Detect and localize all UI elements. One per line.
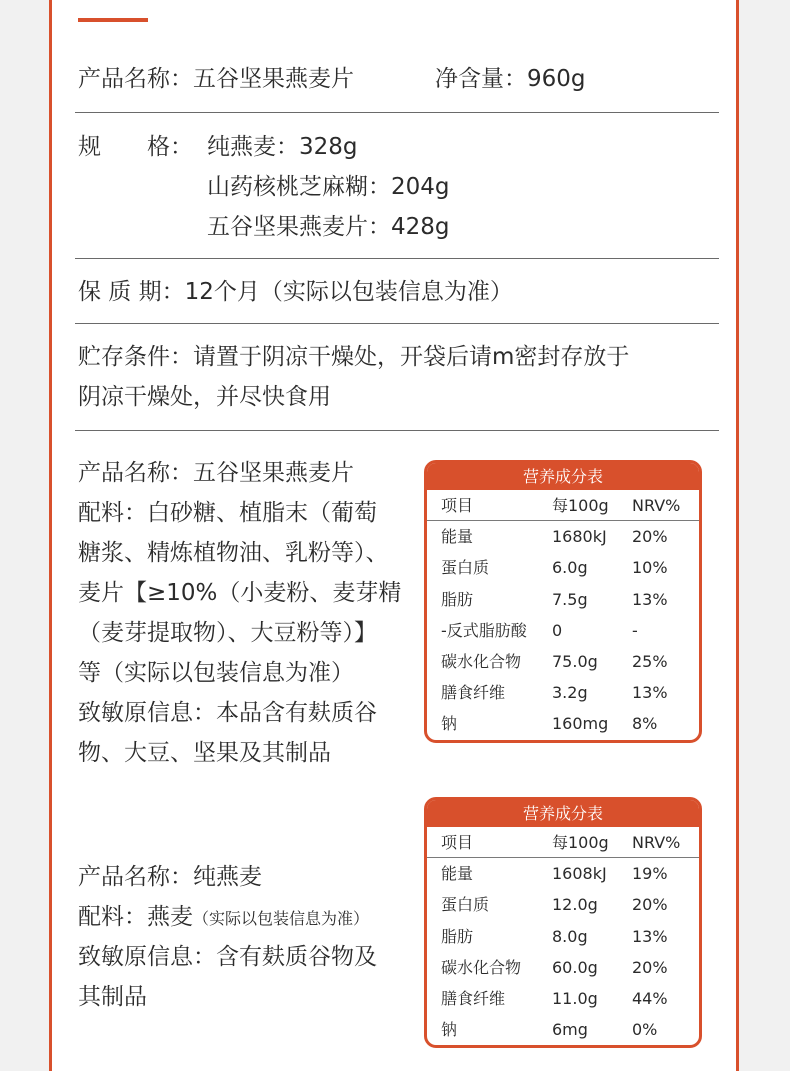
nutrition-table-header bbox=[427, 827, 699, 858]
divider bbox=[75, 112, 719, 113]
nutrient-name: 脂肪 bbox=[441, 926, 474, 946]
table-row bbox=[427, 952, 699, 983]
product1-line: 麦片【≥10%（小麦粉、麦芽精 bbox=[78, 580, 402, 606]
table-row bbox=[427, 1014, 699, 1045]
product1-line: 物、大豆、坚果及其制品 bbox=[78, 740, 331, 766]
nutrient-value: 11.0g bbox=[552, 988, 598, 1008]
product1-line: 配料：白砂糖、植脂末（葡萄 bbox=[78, 500, 377, 526]
nutrient-nrv: 20% bbox=[632, 527, 668, 547]
nutrient-value: 12.0g bbox=[552, 895, 598, 915]
nutrition-table-title: 营养成分表 bbox=[427, 463, 699, 490]
nutrient-name: 脂肪 bbox=[441, 589, 474, 609]
nutrition-table-header bbox=[427, 490, 699, 521]
table-row bbox=[427, 708, 699, 739]
nutrient-name: 能量 bbox=[441, 527, 474, 547]
nutrient-nrv: 44% bbox=[632, 988, 668, 1008]
product1-line: 等（实际以包装信息为准） bbox=[78, 660, 354, 686]
product2-allergen-line: 其制品 bbox=[78, 984, 147, 1010]
ingredients-label: 配料：燕麦 bbox=[78, 904, 193, 930]
nutrient-name: 碳水化合物 bbox=[441, 651, 522, 671]
net-content-line: 净含量：960g bbox=[435, 66, 586, 92]
table-row bbox=[427, 983, 699, 1014]
product-info-page bbox=[49, 0, 739, 1071]
storage-line: 阴凉干燥处，并尽快食用 bbox=[78, 384, 331, 410]
nutrient-value: 0 bbox=[552, 620, 563, 640]
product2-name-line: 产品名称：纯燕麦 bbox=[78, 864, 262, 890]
nutrient-value: 7.5g bbox=[552, 589, 588, 609]
nutrient-name: 膳食纤维 bbox=[441, 683, 506, 703]
divider bbox=[75, 323, 719, 324]
nutrition-table-1 bbox=[424, 460, 702, 743]
nutrition-table-title: 营养成分表 bbox=[427, 800, 699, 827]
table-row bbox=[427, 677, 699, 708]
nutrient-nrv: 13% bbox=[632, 589, 668, 609]
product1-line: （麦芽提取物）、大豆粉等）】 bbox=[78, 620, 377, 646]
table-row bbox=[427, 889, 699, 920]
nutrient-value: 60.0g bbox=[552, 957, 598, 977]
table-row bbox=[427, 552, 699, 583]
nutrient-nrv: 20% bbox=[632, 895, 668, 915]
spec-label: 规 格： bbox=[78, 134, 193, 160]
header-per100g: 每100g bbox=[552, 496, 609, 515]
nutrient-nrv: 13% bbox=[632, 926, 668, 946]
nutrient-nrv: 19% bbox=[632, 864, 668, 884]
product2-allergen-line: 致敏原信息：含有麸质谷物及 bbox=[78, 944, 377, 970]
nutrient-name: 钠 bbox=[441, 1020, 458, 1040]
divider bbox=[75, 258, 719, 259]
table-row bbox=[427, 521, 699, 552]
spec-item: 山药核桃芝麻糊：204g bbox=[207, 174, 450, 200]
divider bbox=[75, 430, 719, 431]
product1-line: 致敏原信息：本品含有麸质谷 bbox=[78, 700, 377, 726]
spec-item: 纯燕麦：328g bbox=[207, 134, 358, 160]
nutrition-table-2 bbox=[424, 797, 702, 1048]
table-row bbox=[427, 615, 699, 646]
header-item: 项目 bbox=[441, 833, 474, 852]
nutrient-name: 膳食纤维 bbox=[441, 988, 506, 1008]
product1-line: 产品名称：五谷坚果燕麦片 bbox=[78, 460, 354, 486]
nutrient-nrv: 10% bbox=[632, 558, 668, 578]
header-nrv: NRV% bbox=[632, 496, 681, 515]
shelf-life-line: 保 质 期：12个月（实际以包装信息为准） bbox=[78, 279, 513, 305]
nutrient-name: 能量 bbox=[441, 864, 474, 884]
spec-item: 五谷坚果燕麦片：428g bbox=[207, 214, 450, 240]
nutrient-value: 160mg bbox=[552, 714, 609, 734]
header-item: 项目 bbox=[441, 496, 474, 515]
table-row bbox=[427, 858, 699, 889]
nutrient-name: -反式脂肪酸 bbox=[441, 620, 527, 640]
nutrient-nrv: 20% bbox=[632, 957, 668, 977]
nutrient-value: 1608kJ bbox=[552, 864, 607, 884]
table-row bbox=[427, 646, 699, 677]
nutrient-value: 1680kJ bbox=[552, 527, 607, 547]
nutrient-value: 6mg bbox=[552, 1020, 588, 1040]
table-row bbox=[427, 584, 699, 615]
nutrient-name: 蛋白质 bbox=[441, 558, 490, 578]
product1-line: 糖浆、精炼植物油、乳粉等）、 bbox=[78, 540, 389, 566]
nutrient-name: 钠 bbox=[441, 714, 458, 734]
nutrient-nrv: 0% bbox=[632, 1020, 658, 1040]
nutrient-nrv: 25% bbox=[632, 651, 668, 671]
nutrient-value: 75.0g bbox=[552, 651, 598, 671]
table-row bbox=[427, 921, 699, 952]
header-nrv: NRV% bbox=[632, 833, 681, 852]
nutrient-value: 6.0g bbox=[552, 558, 588, 578]
nutrient-name: 碳水化合物 bbox=[441, 957, 522, 977]
accent-bar bbox=[78, 18, 148, 22]
nutrient-value: 8.0g bbox=[552, 926, 588, 946]
nutrient-nrv: 13% bbox=[632, 683, 668, 703]
header-per100g: 每100g bbox=[552, 833, 609, 852]
nutrient-name: 蛋白质 bbox=[441, 895, 490, 915]
nutrient-nrv: 8% bbox=[632, 714, 658, 734]
product-name-line: 产品名称：五谷坚果燕麦片 bbox=[78, 66, 354, 92]
ingredients-note: （实际以包装信息为准） bbox=[193, 909, 370, 928]
storage-line: 贮存条件：请置于阴凉干燥处，开袋后请m密封存放于 bbox=[78, 344, 630, 370]
nutrient-value: 3.2g bbox=[552, 683, 588, 703]
nutrient-nrv: - bbox=[632, 620, 638, 640]
product2-ingredients-line bbox=[78, 902, 369, 934]
